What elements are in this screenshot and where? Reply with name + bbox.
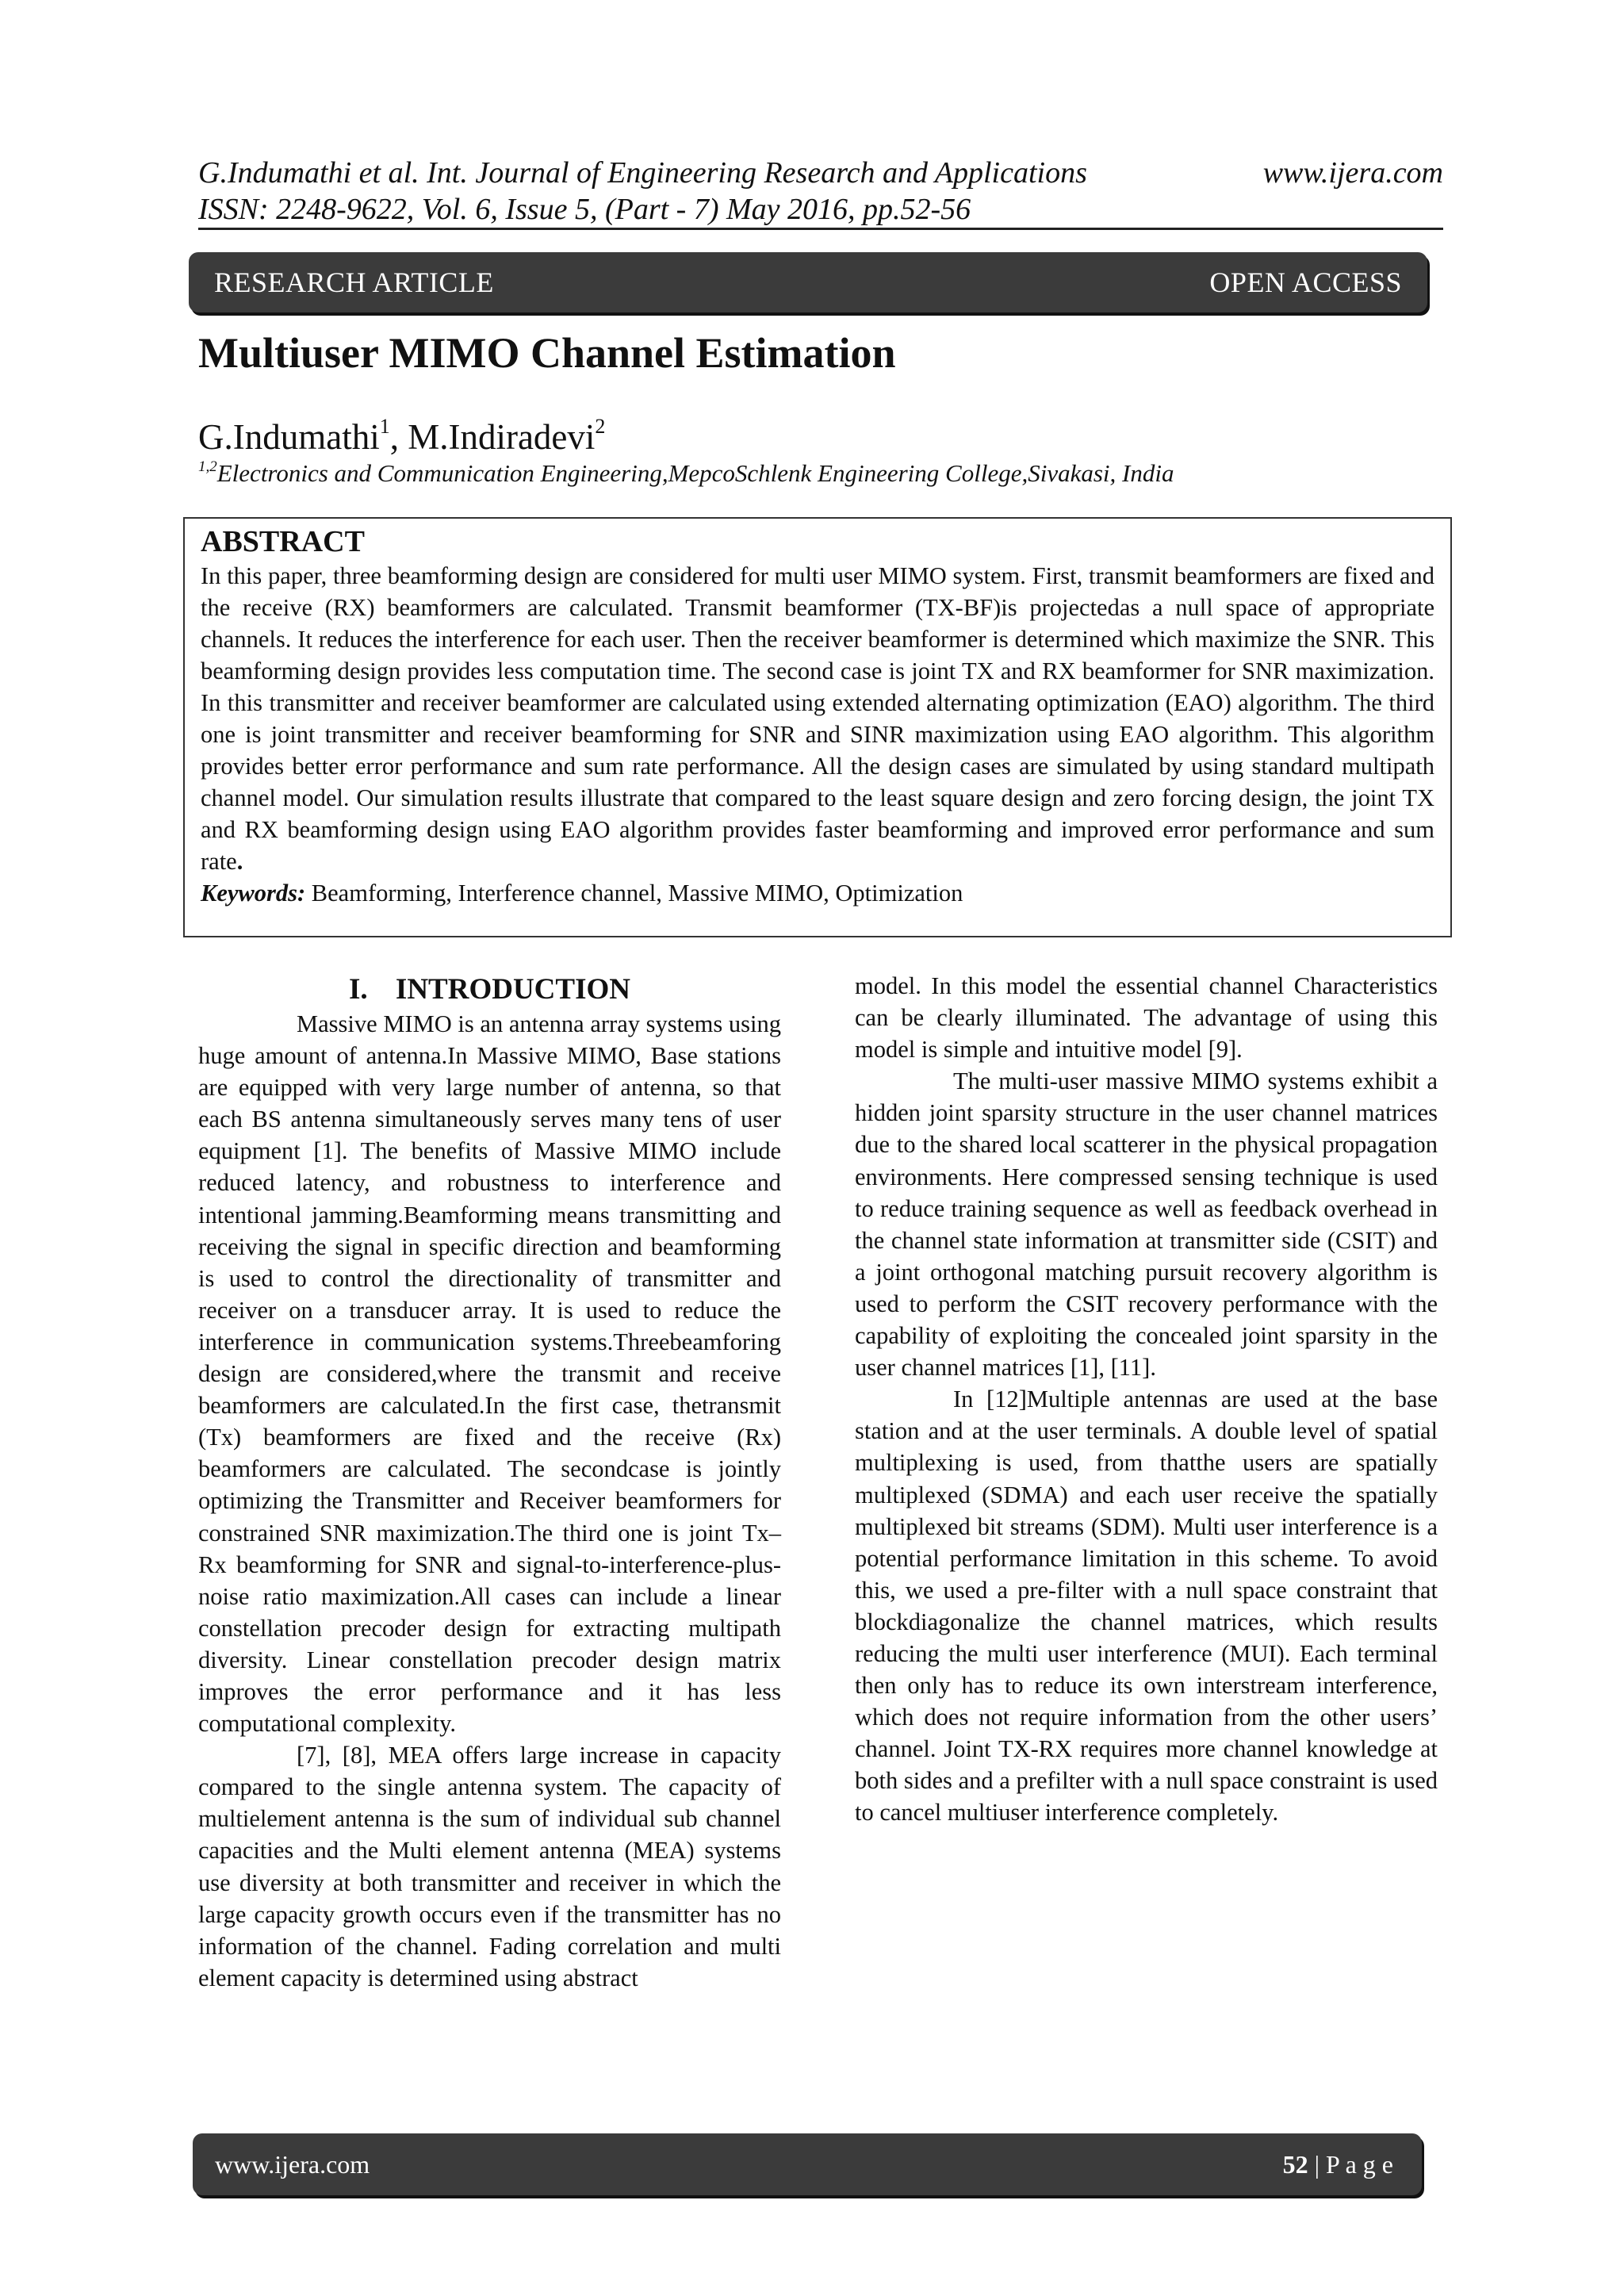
paragraph: [7], [8], MEA offers large increase in capacity compared to the single antenna system. The capacity of multielement antenna is the sum of individual sub channel capacities and the Multi element antenna (MEA) systems use diversity at both transmitter and receiver in which the large capacity growth occurs even if the transmitter has no information of the channel. Fading correlation and multi element capacity is determined using abstract <box>198 1742 781 1991</box>
section-heading-introduction: I. INTRODUCTION <box>349 973 630 1006</box>
author-separator: , <box>389 417 408 457</box>
paragraph-continued: model. In this model the essential channel Characteristics can be clearly illuminated. The advantage of using this model is simple and intuitive model [9]. <box>855 972 1438 1064</box>
author-name: M.Indiradevi <box>408 417 596 457</box>
paragraph: Massive MIMO is an antenna array systems using huge amount of antenna.In Massive MIMO, Base stations are equipped with very large number of antenna, so that each BS antenna simultaneously serves many tens of user equipment [1]. The benefits of Massive MIMO include reduced latency, and robustness to interference and intentional jamming.Beamforming means transmitting and receiving the signal in specific direction and beamforming is used to control the directionality of transmitter and receiver on a transducer array. It is used to reduce the interference in communication systems.Threebeamforing design are considered,where the transmit and receive beamformers are calculated.In the first case, thetransmit (Tx) beamformers are fixed and the receive (Rx) beamformers are calculated. The secondcase is jointly optimizing the Transmitter and Receiver beamformers for constrained SNR maximization.The third one is joint Tx–Rx beamforming for SNR and signal-to-interference-plus-noise ratio maximization.All cases can include a linear constellation precoder design for extracting multipath diversity. Linear constellation precoder design matrix improves the error performance and it has less computational complexity. <box>198 1010 781 1738</box>
abstract-heading: ABSTRACT <box>201 525 365 558</box>
page-footer <box>193 2133 1422 2195</box>
header-issn-line <box>198 191 1443 228</box>
footer-website-link[interactable]: www.ijera.com <box>215 2149 370 2179</box>
header-divider <box>198 228 1443 230</box>
keywords-text: Beamforming, Interference channel, Massive MIMO, Optimization <box>305 880 963 907</box>
access-label: OPEN ACCESS <box>1209 266 1402 298</box>
journal-citation: G.Indumathi et al. Int. Journal of Engineering Research and Applications <box>198 156 1087 190</box>
affiliation-text: Electronics and Communication Engineering,MepcoSchlenk Engineering College,Sivakasi, India <box>216 459 1174 487</box>
author-affiliation-marker: 2 <box>595 415 606 438</box>
running-header <box>198 155 1443 228</box>
affiliation <box>198 450 1174 490</box>
abstract-box <box>183 517 1452 937</box>
left-column <box>198 972 781 1994</box>
abstract-body <box>201 560 1434 877</box>
paper-title: Multiuser MIMO Channel Estimation <box>198 329 896 377</box>
author-name: G.Indumathi <box>198 417 380 457</box>
journal-website-link[interactable]: www.ijera.com <box>1262 156 1443 190</box>
page-label: | P a g e <box>1308 2149 1393 2179</box>
issn-citation: ISSN: 2248-9622, Vol. 6, Issue 5, (Part - 7) May 2016, pp.52-56 <box>198 193 971 226</box>
page-number: 52 <box>1282 2149 1308 2179</box>
article-type-banner <box>189 252 1427 312</box>
paragraph: In [12]Multiple antennas are used at the base station and at the user terminals. A double level of spatial multiplexing is used, from thatthe users are spatially multiplexed (SDMA) and each user receive the spatially multiplexed bit streams (SDM). Multi user interference is a potential performance limitation in this scheme. To avoid this, we used a pre-filter with a null space constraint that blockdiagonalize the channel matrices, which results reducing the multi user interference (MUI). Each terminal then only has to reduce its own interstream interference, which does not require information from the other users’ channel. Joint TX-RX requires more channel knowledge at both sides and a prefilter with a null space constraint is used to cancel multiuser interference completely. <box>855 1386 1438 1826</box>
keywords-label: Keywords: <box>201 880 306 907</box>
header-top-line <box>198 155 1443 191</box>
paragraph: The multi-user massive MIMO systems exhibit a hidden joint sparsity structure in the user channel matrices due to the shared local scatterer in the physical propagation environments. Here compressed sensing technique is used to reduce training sequence as well as feedback overhead in the channel state information at transmitter side (CSIT) and a joint orthogonal matching pursuit recovery algorithm is used to perform the CSIT recovery performance with the capability of exploiting the concealed joint sparsity in the user channel matrices [1], [11]. <box>855 1068 1438 1382</box>
right-column <box>855 970 1438 1829</box>
abstract-text: In this paper, three beamforming design are considered for multi user MIMO system. First, transmit beamformers are fixed and the receive (RX) beamformers are calculated. Transmit beamformer (TX-BF)is projectedas a null space of appropriate channels. It reduces the interference for each user. Then the receiver beamformer is determined which maximize the SNR. This beamforming design provides less computation time. The second case is joint TX and RX beamformer for SNR maximization. In this transmitter and receiver beamformer are calculated using extended alternating optimization (EAO) algorithm. The third one is joint transmitter and receiver beamforming for SNR and SINR maximization using EAO algorithm. This algorithm provides better error performance and sum rate performance. All the design cases are simulated by using standard multipath channel model. Our simulation results illustrate that compared to the least square design and zero forcing design, the joint TX and RX beamforming design using EAO algorithm provides faster beamforming and improved error performance and sum rate <box>201 562 1434 875</box>
author-affiliation-marker: 1 <box>379 415 390 438</box>
abstract-end-period: . <box>236 848 243 875</box>
page-number-block <box>1283 2150 1393 2179</box>
affiliation-marker: 1,2 <box>198 458 217 475</box>
article-type-label: RESEARCH ARTICLE <box>214 266 494 298</box>
keywords-line <box>201 877 1434 909</box>
